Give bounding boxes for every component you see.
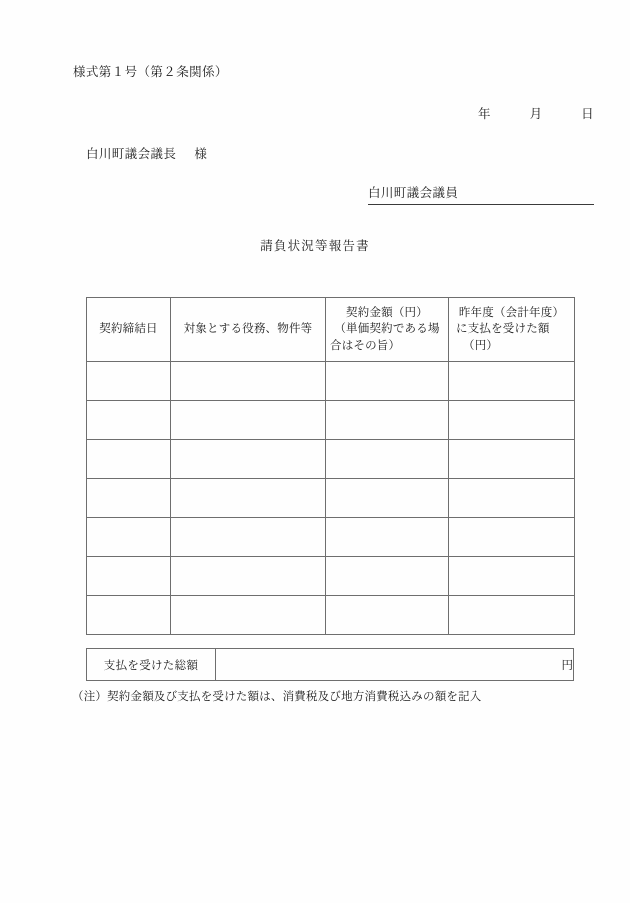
table-cell[interactable]: [449, 596, 575, 635]
date-month-label: 月: [529, 107, 543, 121]
table-cell[interactable]: [87, 440, 171, 479]
header-line: （単価契約である場: [334, 323, 440, 336]
header-line: 契約締結日: [99, 323, 158, 336]
header-line: 合はその旨）: [330, 339, 401, 352]
form-number: 様式第１号（第２条関係）: [73, 65, 228, 79]
header-cell-contract-amount: [326, 298, 449, 362]
total-value-cell[interactable]: [216, 649, 574, 681]
table-cell[interactable]: [87, 518, 171, 557]
page-title: 請負状況等報告書: [260, 239, 370, 253]
table-cell[interactable]: [326, 479, 449, 518]
header-row: [87, 298, 575, 362]
addressee: [86, 144, 207, 162]
table-cell[interactable]: [449, 401, 575, 440]
signature-label: 白川町議会議員: [368, 186, 459, 200]
table-cell[interactable]: [171, 362, 326, 401]
table-cell[interactable]: [326, 440, 449, 479]
footnote: （注）契約金額及び支払を受けた額は、消費税及び地方消費税込みの額を記入: [72, 691, 482, 703]
date-day-label: 日: [581, 107, 594, 121]
table-row: [87, 518, 575, 557]
total-label-cell: 支払を受けた総額: [87, 649, 216, 681]
header-line: （円）: [463, 339, 499, 352]
table-cell[interactable]: [449, 362, 575, 401]
table-cell[interactable]: [326, 596, 449, 635]
header-line: 昨年度（会計年度）: [458, 307, 565, 319]
table-cell[interactable]: [87, 362, 171, 401]
table-cell[interactable]: [171, 401, 326, 440]
header-line: 対象とする役務、物件等: [183, 323, 313, 336]
table-row: [87, 479, 575, 518]
table-cell[interactable]: [449, 479, 575, 518]
contract-table-header: [87, 298, 575, 362]
header-line: に支払を受けた額: [456, 323, 550, 336]
addressee-name: 白川町議会議長: [86, 147, 177, 161]
table-cell[interactable]: [449, 557, 575, 596]
table-cell[interactable]: [326, 362, 449, 401]
table-cell[interactable]: [171, 557, 326, 596]
header-cell-contract-date: [87, 298, 171, 362]
signature-field[interactable]: [368, 183, 594, 205]
total-row: [87, 649, 574, 681]
table-cell[interactable]: [449, 518, 575, 557]
total-unit: 円: [561, 659, 573, 672]
header-cell-last-year-paid: [449, 298, 575, 362]
table-cell[interactable]: [87, 479, 171, 518]
table-row: [87, 401, 575, 440]
contract-table-body: [87, 362, 575, 635]
table-row: [87, 596, 575, 635]
table-cell[interactable]: [87, 596, 171, 635]
contract-table: [86, 297, 575, 635]
header-cell-target-service: [171, 298, 326, 362]
header-line: 契約金額（円）: [346, 307, 428, 319]
addressee-honorific: 様: [194, 147, 208, 161]
table-row: [87, 557, 575, 596]
table-cell[interactable]: [326, 401, 449, 440]
table-cell[interactable]: [171, 596, 326, 635]
table-cell[interactable]: [326, 557, 449, 596]
table-cell[interactable]: [171, 518, 326, 557]
date-year-label: 年: [478, 107, 491, 121]
table-cell[interactable]: [87, 557, 171, 596]
date-line: [478, 104, 594, 122]
table-row: [87, 362, 575, 401]
table-cell[interactable]: [326, 518, 449, 557]
table-cell[interactable]: [449, 440, 575, 479]
table-row: [87, 440, 575, 479]
table-cell[interactable]: [171, 479, 326, 518]
total-table: [86, 648, 574, 681]
table-cell[interactable]: [87, 401, 171, 440]
table-cell[interactable]: [171, 440, 326, 479]
